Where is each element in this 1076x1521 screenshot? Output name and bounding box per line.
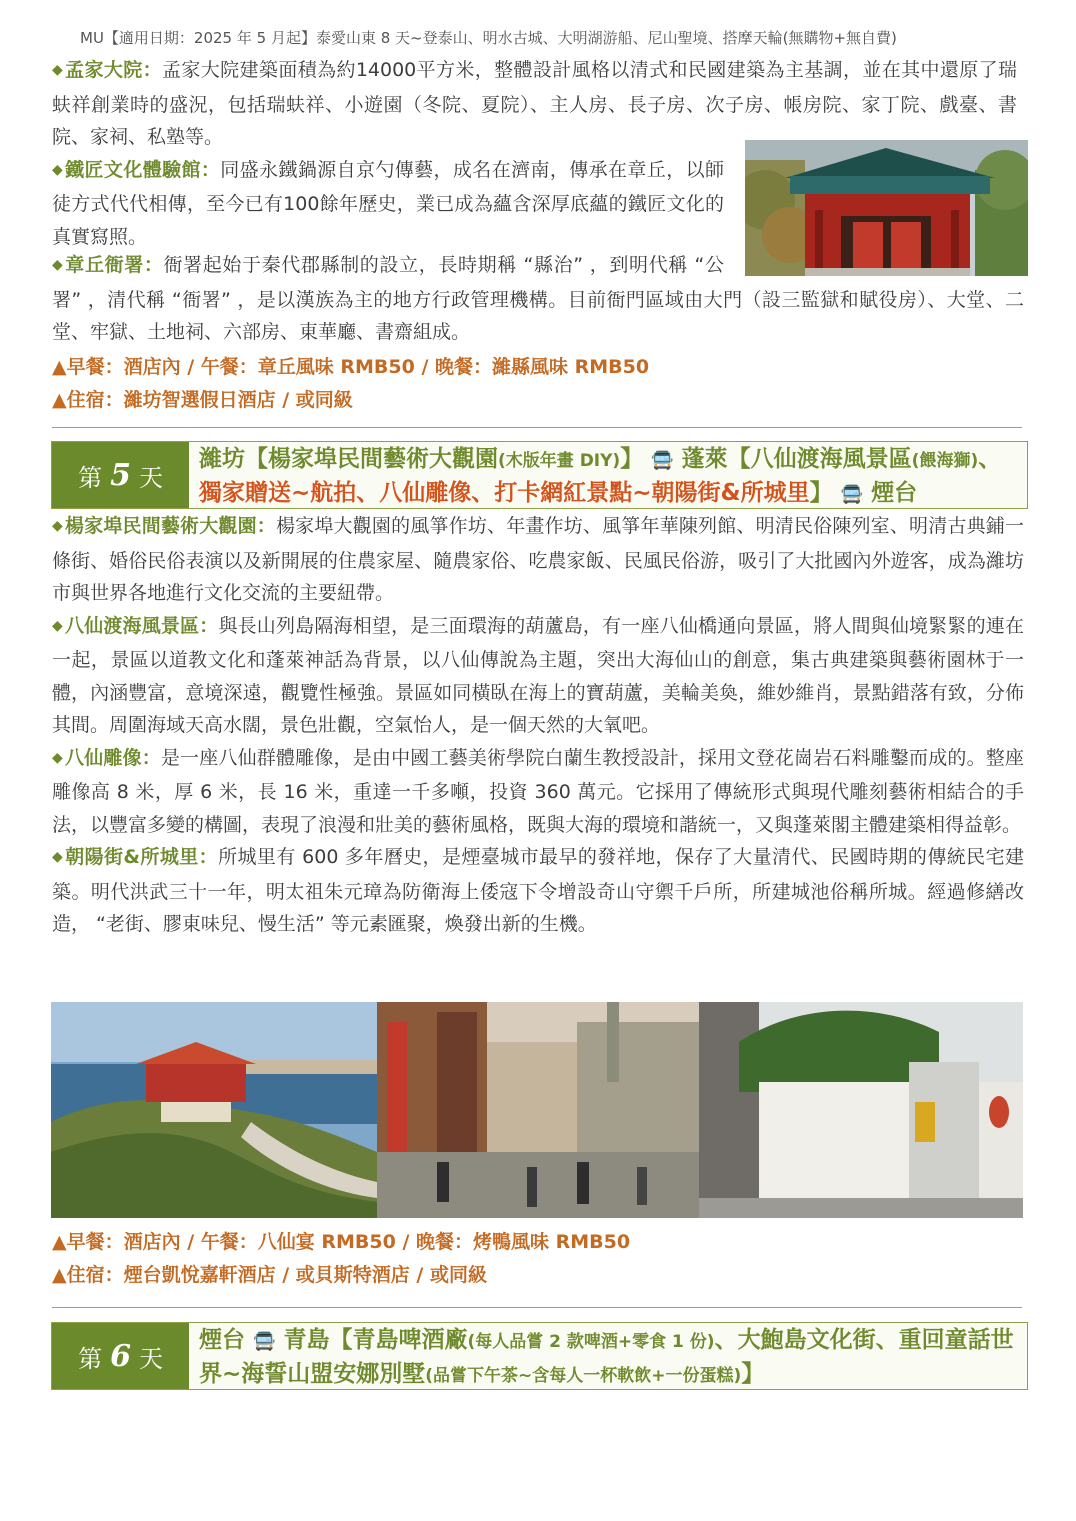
page-header: MU【適用日期：2025 年 5 月起】泰愛山東 8 天~登泰山、明水古城、大明湖游船、尼山聖境、搭摩天輪(無購物+無自費) <box>80 29 897 47</box>
day5-hotel: ▲住宿：煙台凱悅嘉軒酒店 / 或貝斯特酒店 / 或同級 <box>52 1264 487 1286</box>
day6-label: 第 6 天 <box>52 1323 189 1389</box>
bus-icon: 🚍 <box>651 450 674 471</box>
diamond-bullet-icon: ◆ <box>52 617 63 634</box>
day6-banner <box>51 1322 1028 1390</box>
day5-banner <box>51 441 1028 509</box>
chaoyang-street-photo <box>377 1002 699 1218</box>
day5-meal: ▲早餐：酒店內 / 午餐：八仙宴 RMB50 / 晚餐：烤鴨風味 RMB50 <box>52 1231 631 1253</box>
item-chaoyang-street: ◆ 朝陽街&所城里：所城里有 600 多年曆史，是煙臺城市最早的發祥地，保存了大量清代、民國時期的傳統民宅建築。明代洪武三十一年，明太祖朱元璋為防衛海上倭寇下令增設奇山守禦千戶所，所建城池俗稱所城。經過修繕改造， “老街、膠東味兒、慢生活” 等元素匯聚，煥發出新的生機。 <box>52 846 1024 935</box>
diamond-bullet-icon: ◆ <box>52 518 63 534</box>
day4-hotel: ▲住宿：濰坊智選假日酒店 / 或同級 <box>52 388 353 411</box>
diamond-bullet-icon: ◆ <box>52 62 64 78</box>
item-yangjiabu: ◆ 楊家埠民間藝術大觀園：楊家埠大觀園的風箏作坊、年畫作坊、風箏年華陳列館、明清民俗陳列室、明清古典鋪一條街、婚俗民俗表演以及新開展的住農家屋、隨農家俗、吃農家飯、民風民俗游，吸引了大批國內外遊客，成為濰坊市與世界各地進行文化交流的主要紐帶。 <box>52 515 1024 604</box>
item-yamen: ◆ 章丘衙署：衙署起始于秦代郡縣制的設立，長時期稱 “縣治” ，到明代稱 “公署” ，清代稱 “衙署” ，是以漢族為主的地方行政管理機構。目前衙門區域由大門（設三監獄和賦役房）、大堂、二堂、牢獄、土地祠、六部房、東華廳、書齋組成。 <box>52 254 1024 343</box>
item-mengjia: ◆ 孟家大院：孟家大院建築面積為約14000平方米，整體設計風格以清式和民國建築為主基調，並在其中還原了瑞蚨祥創業時的盛況，包括瑞蚨祥、小遊園（冬院、夏院）、主人房、長子房、次子房、帳房院、家丁院、戲臺、書院、家祠、私塾等。 <box>52 59 1017 148</box>
day5-title: 濰坊【楊家埠民間藝術大觀園(木版年畫 DIY)】 🚍 蓬萊【八仙渡海風景區(餵海獅)、獨家贈送~航拍、八仙雕像、打卡網紅景點~朝陽街&所城里】 🚍 煙台 <box>199 443 1019 511</box>
day5-footer <box>52 1226 1028 1292</box>
diamond-bullet-icon: ◆ <box>52 749 63 766</box>
diamond-bullet-icon: ◆ <box>52 849 64 865</box>
bus-icon: 🚍 <box>840 484 864 505</box>
day4-meal: ▲早餐：酒店內 / 午餐：章丘風味 RMB50 / 晚餐：濰縣風味 RMB50 <box>52 355 650 378</box>
item-baxian-scenic: ◆ 八仙渡海風景區：與長山列島隔海相望，是三面環海的葫蘆島，有一座八仙橋通向景區，將人間與仙境緊緊的連在一起，景區以道教文化和蓬萊神話為背景，以八仙傳說為主題，突出大海仙山的創意，集古典建築與藝術園林于一體，內涵豐富，意境深遠，觀覽性極強。景區如同橫臥在海上的寶葫蘆，美輪美奐，維妙維肖，景點錯落有致，分佈其間。周圍海域天高水闊，景色壯觀，空氣怡人，是一個天然的大氧吧。 <box>52 614 1024 736</box>
suocheng-alley-photo <box>699 1002 1023 1218</box>
diamond-bullet-icon: ◆ <box>52 257 64 273</box>
penglai-aerial-photo <box>51 1002 377 1218</box>
day5-items <box>52 510 1028 941</box>
diamond-bullet-icon: ◆ <box>52 161 64 178</box>
day6-title: 煙台 🚍 青島【青島啤酒廠(每人品嘗 2 款啤酒+零食 1 份)、大鮑島文化街、重回童話世界~海誓山盟安娜別墅(品嘗下午茶~含每人一杯軟飲+一份蛋糕)】 <box>199 1327 1014 1387</box>
divider-line <box>52 427 1022 428</box>
item-baxian-statue: ◆ 八仙雕像：是一座八仙群體雕像，是由中國工藝美術學院白蘭生教授設計，採用文登花崗岩石料雕鑿而成的。整座雕像高 8 米，厚 6 米，長 16 米，重達一千多噸，投資 360 萬元。它採用了傳統形式與現代雕刻藝術相結合的手法，以豐富多變的構圖，表現了浪漫和壯美的藝術風格，既與大海的環境和諧統一，又與蓬萊閣主體建築相得益彰。 <box>52 746 1024 836</box>
bus-icon: 🚍 <box>253 1331 276 1352</box>
divider-line <box>52 1307 1022 1308</box>
day5-label: 第 5 天 <box>52 442 189 508</box>
item-blacksmith: ◆ 鐵匠文化體驗館：同盛永鐵鍋源自京勺傳藝，成名在濟南，傳承在章丘，以師徒方式代代相傳，至今已有100餘年歷史，業已成為蘊含深厚底蘊的鐵匠文化的真實寫照。 <box>52 158 724 248</box>
yamen-gate-photo <box>745 140 1028 276</box>
